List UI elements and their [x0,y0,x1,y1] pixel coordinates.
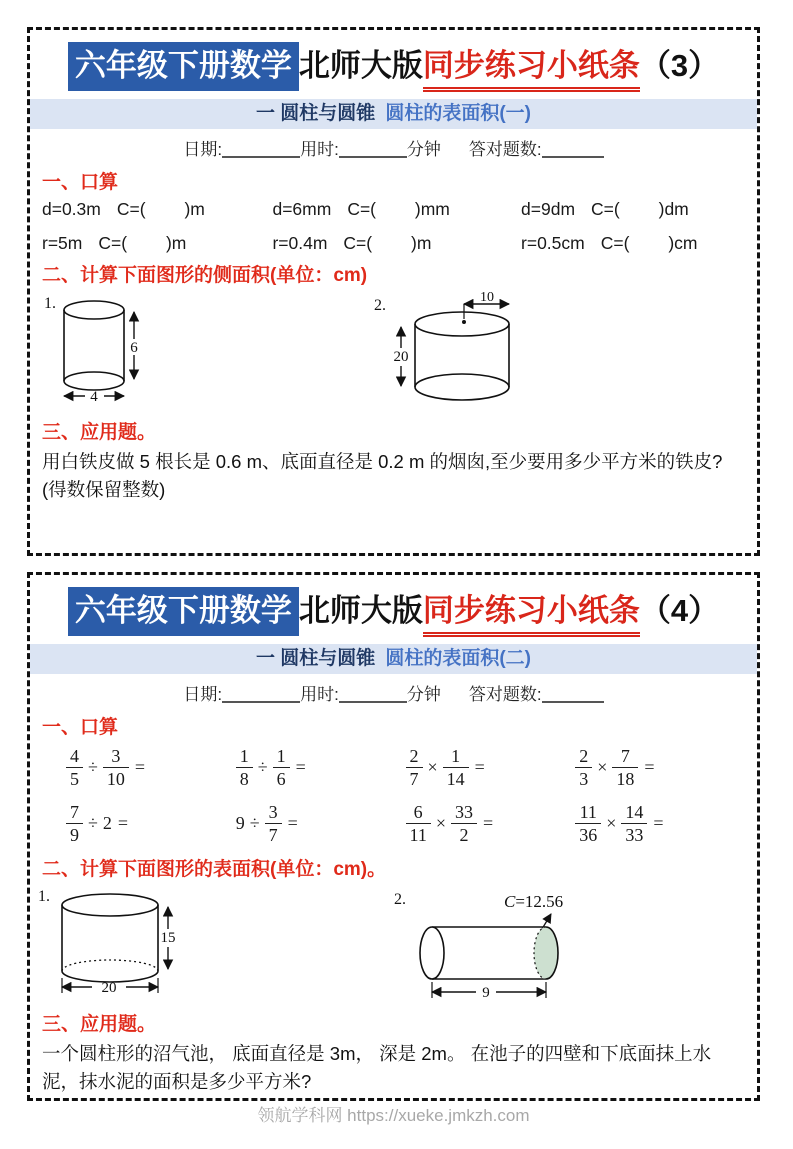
series-label: 同步练习小纸条 [423,45,640,92]
lesson-title: 圆柱的表面积(二) [385,647,531,669]
sheet4-meta-row [30,680,757,706]
sheet4-subtitle-bar [30,644,757,674]
svg-text:20: 20 [393,348,409,365]
oral-problem: r=0.5cm C=( )cm [521,232,698,253]
minutes-label: 分钟 [406,684,441,704]
sheet3-subtitle-bar [30,99,757,129]
sheet4-section3-heading: 三、应用题。 [42,1013,157,1035]
svg-text:6: 6 [130,339,138,356]
sheet4-oral-grid [64,744,743,848]
grade-badge: 六年级下册数学 [68,587,299,636]
time-label: 用时: [300,684,339,704]
edition-label: 北师大版 [298,48,423,83]
fraction-problem: $\frac{6}{11}$ × $\frac{33}{2}$ = [404,800,574,848]
correct-count-blank [542,685,604,703]
svg-text:15: 15 [160,929,176,946]
series-label: 同步练习小纸条 [423,590,640,637]
svg-text:9: 9 [482,984,490,1001]
sheet-number: （3） [639,48,720,83]
svg-text:2.: 2. [394,890,406,908]
fraction-problem: $\frac{11}{36}$ × $\frac{14}{33}$ = [573,800,743,848]
sheet3-oral-grid [42,199,747,254]
svg-text:10: 10 [480,289,494,305]
date-blank [222,685,300,703]
cylinder-figure-2 [374,291,529,411]
sheet3-figures [30,291,757,411]
oral-problem: d=6mm C=( )mm [272,198,450,219]
watermark-footer: 领航学科网 https://xueke.jmkzh.com [257,1105,530,1125]
time-blank [339,140,407,158]
edition-label: 北师大版 [298,593,423,628]
date-blank [222,140,300,158]
sheet3-section3-heading: 三、应用题。 [42,421,157,443]
grade-badge: 六年级下册数学 [68,42,299,91]
fraction-problem: 9 ÷ $\frac{3}{7}$ = [235,802,298,846]
time-blank [339,685,407,703]
svg-text:C=12.56: C=12.56 [504,891,564,911]
svg-text:1.: 1. [44,294,56,312]
sheet4-section2-heading: 二、计算下面图形的表面积(单位：cm)。 [42,858,387,880]
sheet3-title [30,42,757,92]
fraction-problem: $\frac{1}{8}$ ÷ $\frac{1}{6}$ = [234,744,404,792]
sheet3-section2-heading: 二、计算下面图形的侧面积(单位：cm) [42,264,368,286]
correct-count-blank [542,140,604,158]
sheet3-word-problem: 用白铁皮做 5 根长是 0.6 m、底面直径是 0.2 m 的烟囱,至少要用多少平方米的铁皮?(得数保留整数) [42,450,723,500]
oral-problem: d=0.3m C=( )m [42,198,205,219]
fraction-problem: $\frac{4}{5}$ ÷ $\frac{3}{10}$ = [64,744,234,792]
svg-text:20: 20 [101,979,117,996]
sheet4-section1-heading: 一、口算 [42,716,119,738]
fraction-problem: $\frac{2}{3}$ × $\frac{7}{18}$ = [573,744,743,792]
worksheet-4 [27,572,760,1125]
svg-text:4: 4 [90,388,98,405]
time-label: 用时: [300,139,339,159]
sheet3-section1-heading: 一、口算 [42,171,119,193]
correct-count-label: 答对题数: [468,684,542,704]
minutes-label: 分钟 [406,139,441,159]
svg-text:1.: 1. [38,887,50,905]
oral-problem: d=9dm C=( )dm [521,198,689,219]
sheet4-word-problem: 一个圆柱形的沼气池， 底面直径是 3m， 深是 2m。 在池子的四壁和下底面抹上水泥，抹水泥的面积是多少平方米? [42,1042,712,1092]
sheet4-figures [30,885,757,1003]
date-label: 日期: [183,684,223,704]
svg-text:2.: 2. [374,296,386,314]
unit-title: 一 圆柱与圆锥 [256,102,376,124]
cylinder-figure-2 [394,885,589,1003]
sheet3-meta-row [30,135,757,161]
date-label: 日期: [183,139,223,159]
cylinder-figure-1 [38,885,198,997]
fraction-problem: $\frac{2}{7}$ × $\frac{1}{14}$ = [404,744,574,792]
fraction-problem: $\frac{7}{9}$ ÷ 2 = [64,800,234,848]
sheet-number: （4） [639,593,720,628]
sheet4-title [30,587,757,637]
worksheet-3 [27,27,760,556]
oral-problem: r=0.4m C=( )m [272,232,432,253]
cylinder-figure-1 [44,291,169,405]
correct-count-label: 答对题数: [468,139,542,159]
lesson-title: 圆柱的表面积(一) [385,102,531,124]
unit-title: 一 圆柱与圆锥 [256,647,376,669]
oral-problem: r=5m C=( )m [42,232,187,253]
